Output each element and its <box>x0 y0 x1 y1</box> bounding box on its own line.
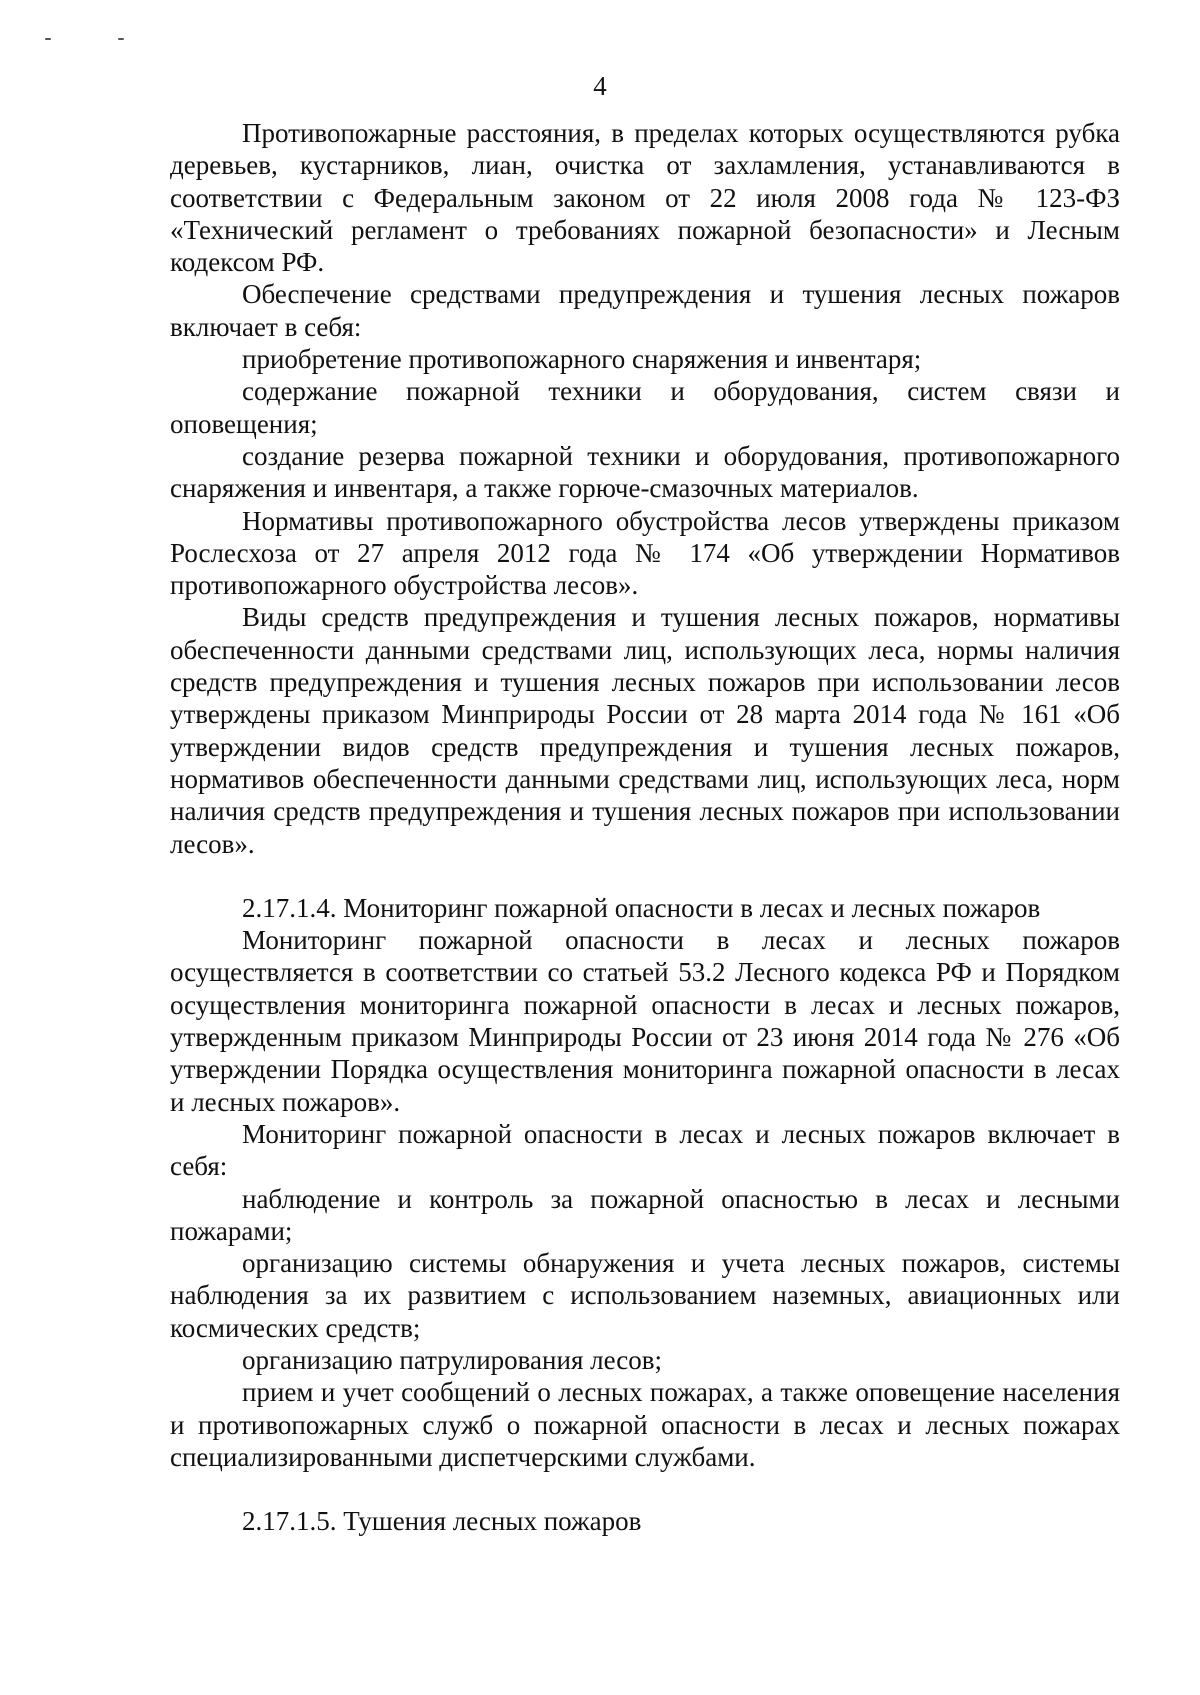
document-body <box>170 117 1120 1537</box>
paragraph-fire-distances: Противопожарные расстояния, в пределах которых осуществляются рубка деревьев, кустарников, лиан, очистка от захламления, устанавливаются в соответствии с Федеральным законом от 22 июля 2008 года № 123-ФЗ «Технический регламент о требованиях пожарной безопасности» и Лесным кодексом РФ. <box>170 118 1120 278</box>
list-item: приобретение противопожарного снаряжения и инвентаря; <box>242 344 922 375</box>
scan-artifact <box>45 38 51 40</box>
paragraph-monitoring-basis: Мониторинг пожарной опасности в лесах и лесных пожаров осуществляется в соответствии со статьей 53.2 Лесного кодекса РФ и Порядком осуществления мониторинга пожарной опасности в лесах и лесных пожаров, утвержденным приказом Минприроды России от 23 июня 2014 года № 276 «Об утверждении Порядка осуществления мониторинга пожарной опасности в лесах и лесных пожаров». <box>170 925 1120 1117</box>
section-heading-monitoring: 2.17.1.4. Мониторинг пожарной опасности в лесах и лесных пожаров <box>242 892 1041 923</box>
list-item: создание резерва пожарной техники и оборудования, противопожарного снаряжения и инвентаря, а также горюче-смазочных материалов. <box>170 440 1120 504</box>
list-item: организацию патрулирования лесов; <box>242 1344 662 1375</box>
list-item: организацию системы обнаружения и учета лесных пожаров, системы наблюдения за их развитием с использованием наземных, авиационных или космических средств; <box>170 1248 1120 1343</box>
paragraph-monitoring-intro: Мониторинг пожарной опасности в лесах и лесных пожаров включает в себя: <box>170 1118 1120 1182</box>
paragraph-means-types: Виды средств предупреждения и тушения лесных пожаров, нормативы обеспеченности данными средствами лиц, использующих леса, нормы наличия средств предупреждения и тушения лесных пожаров при использовании лесов утверждены приказом Минприроды России от 28 марта 2014 года № 161 «Об утверждении видов средств предупреждения и тушения лесных пожаров, нормативов обеспеченности данными средствами лиц, использующих леса, норм наличия средств предупреждения и тушения лесных пожаров при использовании лесов». <box>170 602 1120 859</box>
page-number: 4 <box>593 71 607 101</box>
scan-artifact <box>118 38 124 40</box>
list-item: прием и учет сообщений о лесных пожарах, а также оповещение населения и противопожарных служб о пожарной опасности в лесах и лесных пожарах специализированными диспетчерскими службами. <box>170 1377 1120 1472</box>
spacer <box>170 1473 1120 1505</box>
list-item: содержание пожарной техники и оборудования, систем связи и оповещения; <box>170 376 1120 439</box>
paragraph-norms: Нормативы противопожарного обустройства лесов утверждены приказом Рослесхоза от 27 апреля 2012 года № 174 «Об утверждении Нормативов противопожарного обустройства лесов». <box>170 505 1120 601</box>
section-heading-extinguishing: 2.17.1.5. Тушения лесных пожаров <box>242 1506 642 1537</box>
list-item: наблюдение и контроль за пожарной опасностью в лесах и лесными пожарами; <box>170 1183 1120 1246</box>
paragraph-means-intro: Обеспечение средствами предупреждения и тушения лесных пожаров включает в себя: <box>170 279 1120 342</box>
spacer <box>170 860 1120 892</box>
